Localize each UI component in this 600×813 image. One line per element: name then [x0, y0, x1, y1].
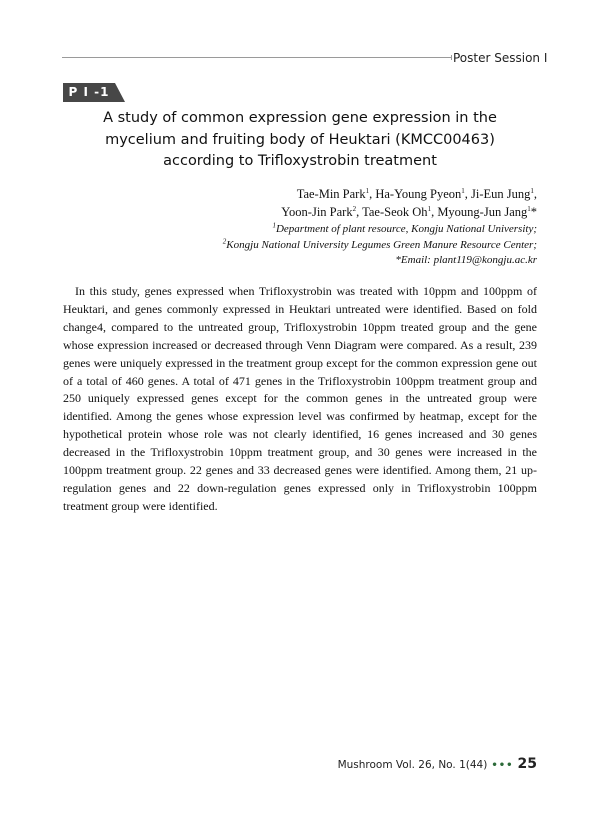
author-line-1: [281, 186, 537, 204]
author-affil-sup: 2: [352, 204, 357, 213]
author-list: [281, 186, 537, 221]
affiliation-1: [223, 222, 537, 238]
author-name: Ha-Young Pyeon: [375, 187, 462, 201]
author-affil-sup: 1: [527, 204, 531, 213]
author-name: Tae-Seok Oh: [362, 204, 428, 219]
author-affil-sup: 1: [427, 204, 432, 213]
header-rule-tick: [451, 55, 452, 60]
author-sep: ,: [369, 187, 376, 201]
author-sep: ,: [356, 204, 363, 219]
page-number: 25: [517, 756, 537, 772]
affiliation-text: Department of plant resource, Kongju National University;: [275, 223, 537, 235]
poster-tag: [63, 83, 123, 102]
affiliation-2: [223, 238, 537, 254]
author-name: Ji-Eun Jung: [471, 187, 531, 201]
author-affil-sup: 1: [461, 186, 465, 195]
affiliation-text: Kongju National University Legumes Green Manure Resource Center;: [226, 238, 537, 251]
author-sep: ,: [431, 204, 438, 219]
contact-email: [223, 253, 537, 269]
email-text: *Email: plant119@kongju.ac.kr: [395, 254, 537, 266]
poster-tag-slant: [115, 83, 125, 102]
poster-tag-label: P I -1: [63, 83, 115, 102]
session-label: Poster Session Ⅰ: [453, 51, 548, 65]
affiliation-list: [223, 222, 537, 269]
author-name: Yoon-Jin Park: [281, 204, 353, 219]
title-line-2: mycelium and fruiting body of Heuktari (KMCC00463): [105, 131, 495, 148]
author-sep: ,: [464, 187, 471, 201]
journal-citation: Mushroom Vol. 26, No. 1(44): [337, 759, 488, 771]
author-sep: *: [530, 204, 537, 219]
footer-dots-icon: •••: [491, 760, 514, 771]
page-footer: [338, 756, 537, 774]
author-sep: ,: [533, 187, 537, 201]
author-affil-sup: 1: [365, 186, 370, 195]
paper-title: [60, 108, 540, 173]
abstract-body: In this study, genes expressed when Trifloxystrobin was treated with 10ppm and 100ppm of Heuktari, and genes commonly expressed in Heuktari untreated were identified. Based on fold change4, compared to the untreated group, Trifloxystrobin 10ppm treated group and the gene whose expression increased or decreased through Venn Diagram were compared. As a result, 239 genes were uniquely expressed in the treatment group except for the common expression gene out of a total of 460 genes. A total of 471 genes in the Trifloxystrobin 100ppm treatment group and 250 uniquely expressed genes except for the common genes in the untreated group were identified. Among the genes whose expression level was confirmed by heatmap, except for the hypothetical protein whose role was not clearly identified, 16 genes increased and 30 genes decreased in the Trifloxystrobin 10ppm treatment group, and 30 genes were increased in the 100ppm treatment group. 22 genes and 33 decreased genes were identified. Among them, 21 up-regulation genes and 22 down-regulation genes expressed only in Trifloxystrobin 100ppm treatment group were identified.: [63, 284, 537, 513]
author-name: Myoung-Jun Jang: [437, 204, 528, 219]
author-affil-sup: 1: [530, 186, 534, 195]
author-line-2: [281, 204, 537, 222]
header-rule: [62, 57, 452, 58]
affiliation-sup: 1: [272, 221, 276, 230]
title-line-3: according to Trifloxystrobin treatment: [163, 153, 437, 169]
title-line-1: A study of common expression gene expression in the: [103, 110, 497, 126]
author-name: Tae-Min Park: [296, 187, 366, 201]
affiliation-sup: 2: [222, 236, 227, 245]
